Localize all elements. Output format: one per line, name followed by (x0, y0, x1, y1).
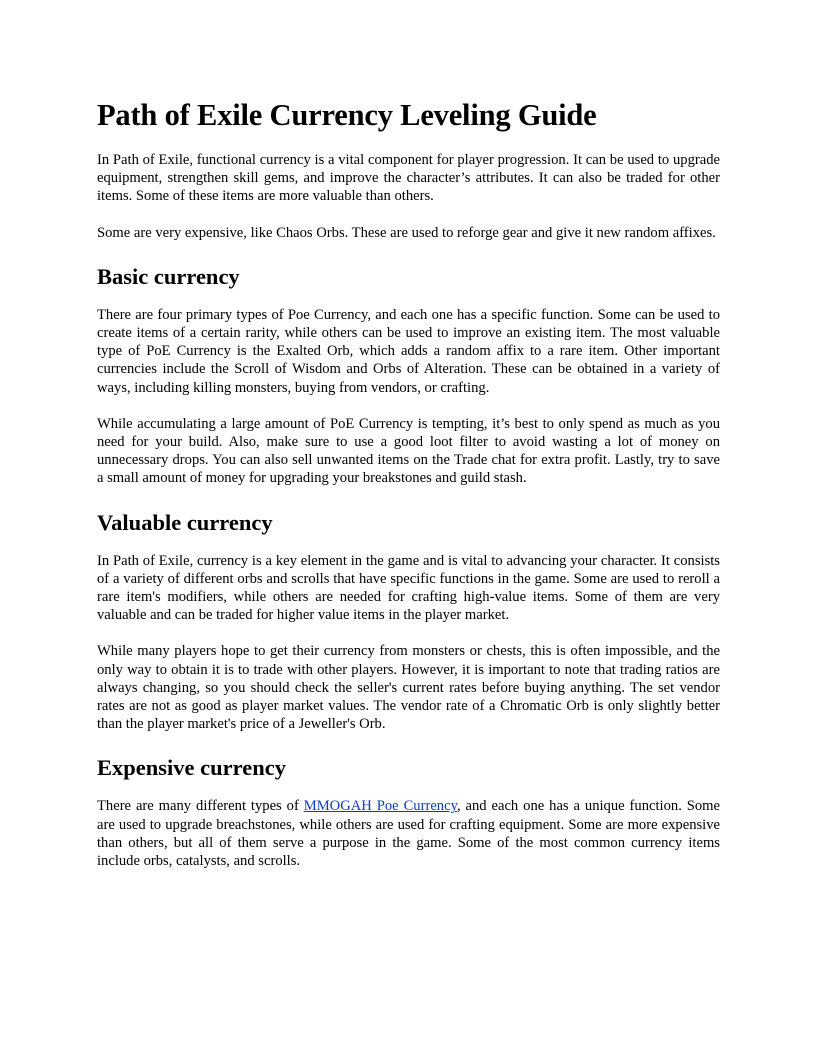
valuable-currency-heading: Valuable currency (97, 509, 273, 535)
mmogah-poe-currency-link[interactable]: MMOGAH Poe Currency (303, 798, 457, 815)
basic-paragraph-1: There are four primary types of Poe Currency, and each one has a specific function. Some can be used to create items of a certain rarity, while others can be used to improve an existing item. The most valuable type of PoE Currency is the Exalted Orb, which adds a random affix to a rare item. Other important currencies include the Scroll of Wisdom and Orbs of Alteration. These can be obtained in a variety of ways, including killing monsters, buying from vendors, or crafting. (97, 306, 720, 396)
page-title: Path of Exile Currency Leveling Guide (97, 98, 597, 132)
expensive-paragraph-1 (97, 797, 720, 870)
valuable-paragraph-2: While many players hope to get their currency from monsters or chests, this is often impossible, and the only way to obtain it is to trade with other players. However, it is important to note that trading ratios are always changing, so you should check the seller's current rates before buying anything. The set vendor rates are not as good as player market values. The vendor rate of a Chromatic Orb is only slightly better than the player market's price of a Jeweller's Orb. (97, 643, 720, 733)
basic-paragraph-2: While accumulating a large amount of PoE Currency is tempting, it’s best to only spend as much as you need for your build. Also, make sure to use a good loot filter to avoid wasting a lot of money on unnecessary drops. You can also sell unwanted items on the Trade chat for extra profit. Lastly, try to save a small amount of money for upgrading your breakstones and guild stash. (97, 415, 720, 487)
expensive-text-before-link: There are many different types of (97, 798, 304, 815)
intro-paragraph-1: In Path of Exile, functional currency is a vital component for player progression. It can be used to upgrade equipment, strengthen skill gems, and improve the character’s attributes. It can also be traded for other items. Some of these items are more valuable than others. (97, 152, 720, 205)
document-page (97, 96, 720, 888)
expensive-text-after-link: , and each one has a unique function. Some are used to upgrade breachstones, while others are used for crafting equipment. Some are more expensive than others, but all of them serve a purpose in the game. Some of the most common currency items include orbs, catalysts, and scrolls. (97, 798, 720, 870)
basic-currency-heading: Basic currency (97, 263, 240, 289)
expensive-currency-heading: Expensive currency (97, 755, 286, 781)
intro-paragraph-2: Some are very expensive, like Chaos Orbs. These are used to reforge gear and give it new random affixes. (97, 224, 716, 241)
valuable-paragraph-1: In Path of Exile, currency is a key element in the game and is vital to advancing your character. It consists of a variety of different orbs and scrolls that have specific functions in the game. Some are used to reroll a rare item's modifiers, while others are needed for crafting high-value items. Some of them are very valuable and can be traded for higher value items in the player market. (97, 552, 720, 624)
